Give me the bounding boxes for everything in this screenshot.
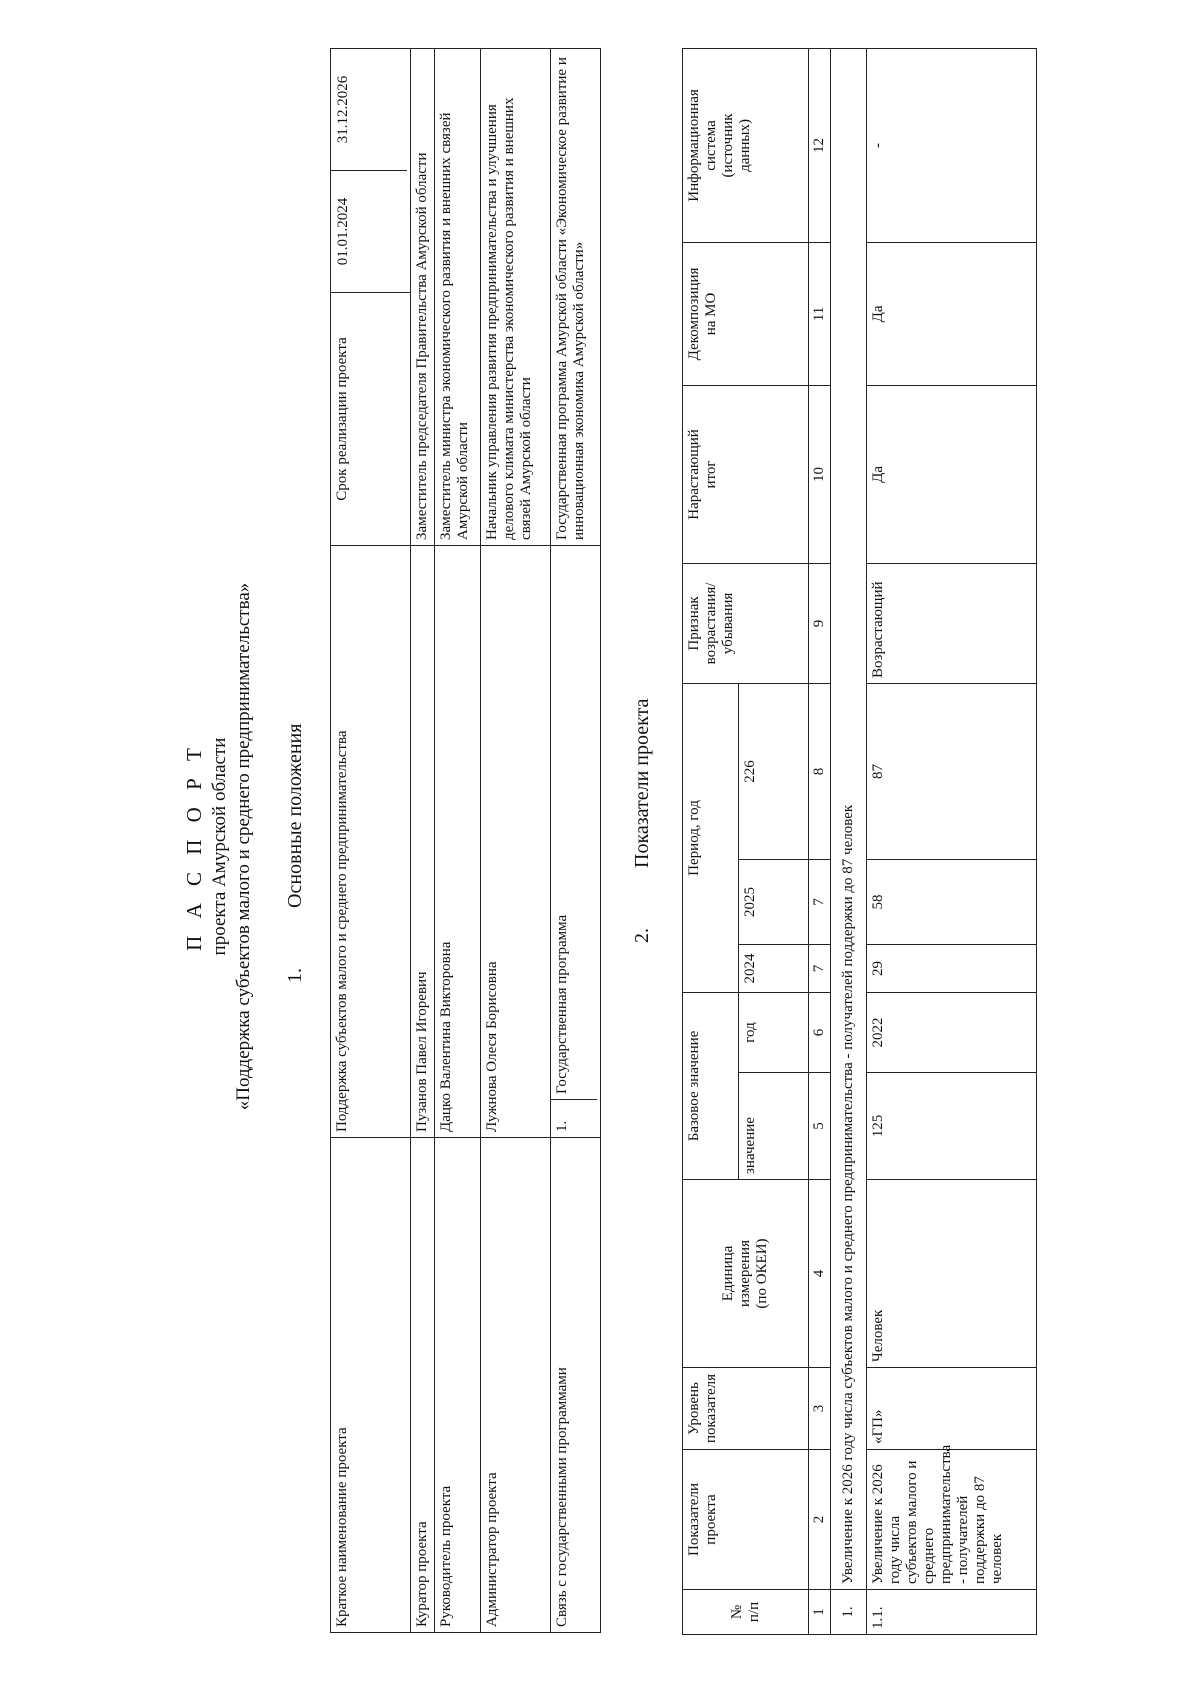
leader-position: Заместитель министра экономического развития и внешних связей Амурской области (435, 48, 481, 545)
curator-name: Пузанов Павел Игоревич (411, 545, 435, 1137)
column-numbers-row (809, 48, 831, 1634)
short-name-value: Поддержка субъектов малого и среднего предпринимательства (331, 545, 411, 1137)
row-indicator: Увеличение к 2026 году числа субъектов малого и среднего предпринимательства - получателей поддержки до 87 человек (867, 1450, 1037, 1590)
row-level: «ГП» (867, 1368, 1037, 1450)
header-level: Уровень показателя (683, 1368, 809, 1450)
admin-name: Лужнова Олеся Борисовна (481, 545, 551, 1137)
row-administrator (481, 48, 551, 1632)
header-base-year: год (739, 992, 809, 1072)
title-region: проекта Амурской области (209, 737, 230, 956)
main-provisions-table (330, 48, 601, 1633)
row-trend: Возрастающий (867, 563, 1037, 683)
row-cumulative: Да (867, 385, 1037, 563)
link-label: Связь с государственными программами (551, 1137, 601, 1632)
section2-heading (631, 699, 654, 943)
header-row-1 (683, 48, 739, 1634)
header-cumulative: Нарастающий итог (683, 385, 809, 563)
header-unit: Единица измерения (по ОКЕИ) (683, 1180, 809, 1368)
section1-title: Основные положения (284, 723, 306, 908)
header-year-2025: 2025 (739, 859, 809, 944)
leader-name: Дацко Валентина Викторовна (435, 545, 481, 1137)
link-program-cell (551, 545, 601, 1137)
row-info-system: - (867, 48, 1037, 242)
colnum-9: 9 (809, 563, 831, 683)
section2-number: 2. (631, 928, 653, 943)
term-end: 31.12.2026 (335, 75, 351, 144)
row-value-2024: 29 (867, 944, 1037, 992)
section2-title: Показатели проекта (631, 698, 653, 868)
curator-label: Куратор проекта (411, 1137, 435, 1632)
header-year-2024: 2024 (739, 944, 809, 992)
row-base-year: 2022 (867, 992, 1037, 1072)
link-type: Государственная программа (554, 914, 570, 1094)
row-leader (435, 48, 481, 1632)
indicator-row (867, 48, 1037, 1634)
term-dates (331, 48, 411, 292)
header-indicator: Показатели проекта (683, 1450, 809, 1590)
row-value-2025: 58 (867, 859, 1037, 944)
link-number: 1. (551, 1099, 597, 1137)
group-title: Увеличение к 2026 году числа субъектов малого и среднего предпринимательства - получателей поддержки до 87 человек (831, 48, 867, 1589)
header-trend: Признак возрастания/ убывания (683, 563, 809, 683)
colnum-4: 4 (809, 1180, 831, 1368)
row-unit: Человек (867, 1180, 1037, 1368)
term-start: 01.01.2024 (331, 170, 407, 292)
row-curator (411, 48, 435, 1632)
colnum-10: 10 (809, 385, 831, 563)
colnum-7a: 7 (809, 944, 831, 992)
indicators-table (682, 48, 1037, 1635)
row-base-value: 125 (867, 1073, 1037, 1180)
colnum-12: 12 (809, 48, 831, 242)
header-info-system: Информационная система (источник данных) (683, 48, 809, 242)
row-program-link (551, 48, 601, 1632)
section1-number: 1. (284, 968, 306, 983)
term-label: Срок реализации проекта (331, 292, 411, 545)
passport-title (182, 0, 255, 1693)
link-value: Государственная программа Амурской области «Экономическое развитие и инновационная экономика Амурской области» (551, 48, 601, 545)
leader-label: Руководитель проекта (435, 1137, 481, 1632)
header-num: № п/п (683, 1590, 809, 1635)
colnum-7b: 7 (809, 859, 831, 944)
colnum-5: 5 (809, 1073, 831, 1180)
row-value-2026: 87 (867, 683, 1037, 859)
row-short-name (331, 48, 411, 1632)
header-base: Базовое значение (683, 992, 739, 1179)
colnum-11: 11 (809, 242, 831, 385)
header-year-2026: 226 (739, 683, 809, 859)
colnum-6: 6 (809, 992, 831, 1072)
colnum-1: 1 (809, 1590, 831, 1635)
header-base-value: значение (739, 1073, 809, 1180)
title-project-name: «Поддержка субъектов малого и среднего предпринимательства» (233, 582, 254, 1111)
header-period: Период, год (683, 683, 739, 992)
row-number: 1.1. (867, 1590, 1037, 1635)
colnum-3: 3 (809, 1368, 831, 1450)
group-row (831, 48, 867, 1634)
title-passport: П А С П О Р Т (182, 742, 206, 951)
admin-label: Администратор проекта (481, 1137, 551, 1632)
colnum-8: 8 (809, 683, 831, 859)
group-number: 1. (831, 1590, 867, 1635)
colnum-2: 2 (809, 1450, 831, 1590)
row-decomposition: Да (867, 242, 1037, 385)
admin-position: Начальник управления развития предпринимательства и улучшения делового климата министерства экономического развития и внешних связей Амурской области (481, 48, 551, 545)
short-name-label: Краткое наименование проекта (331, 1137, 411, 1632)
curator-position: Заместитель председателя Правительства Амурской области (411, 48, 435, 545)
section1-heading (284, 724, 307, 983)
header-decomposition: Декомпозиция на МО (683, 242, 809, 385)
